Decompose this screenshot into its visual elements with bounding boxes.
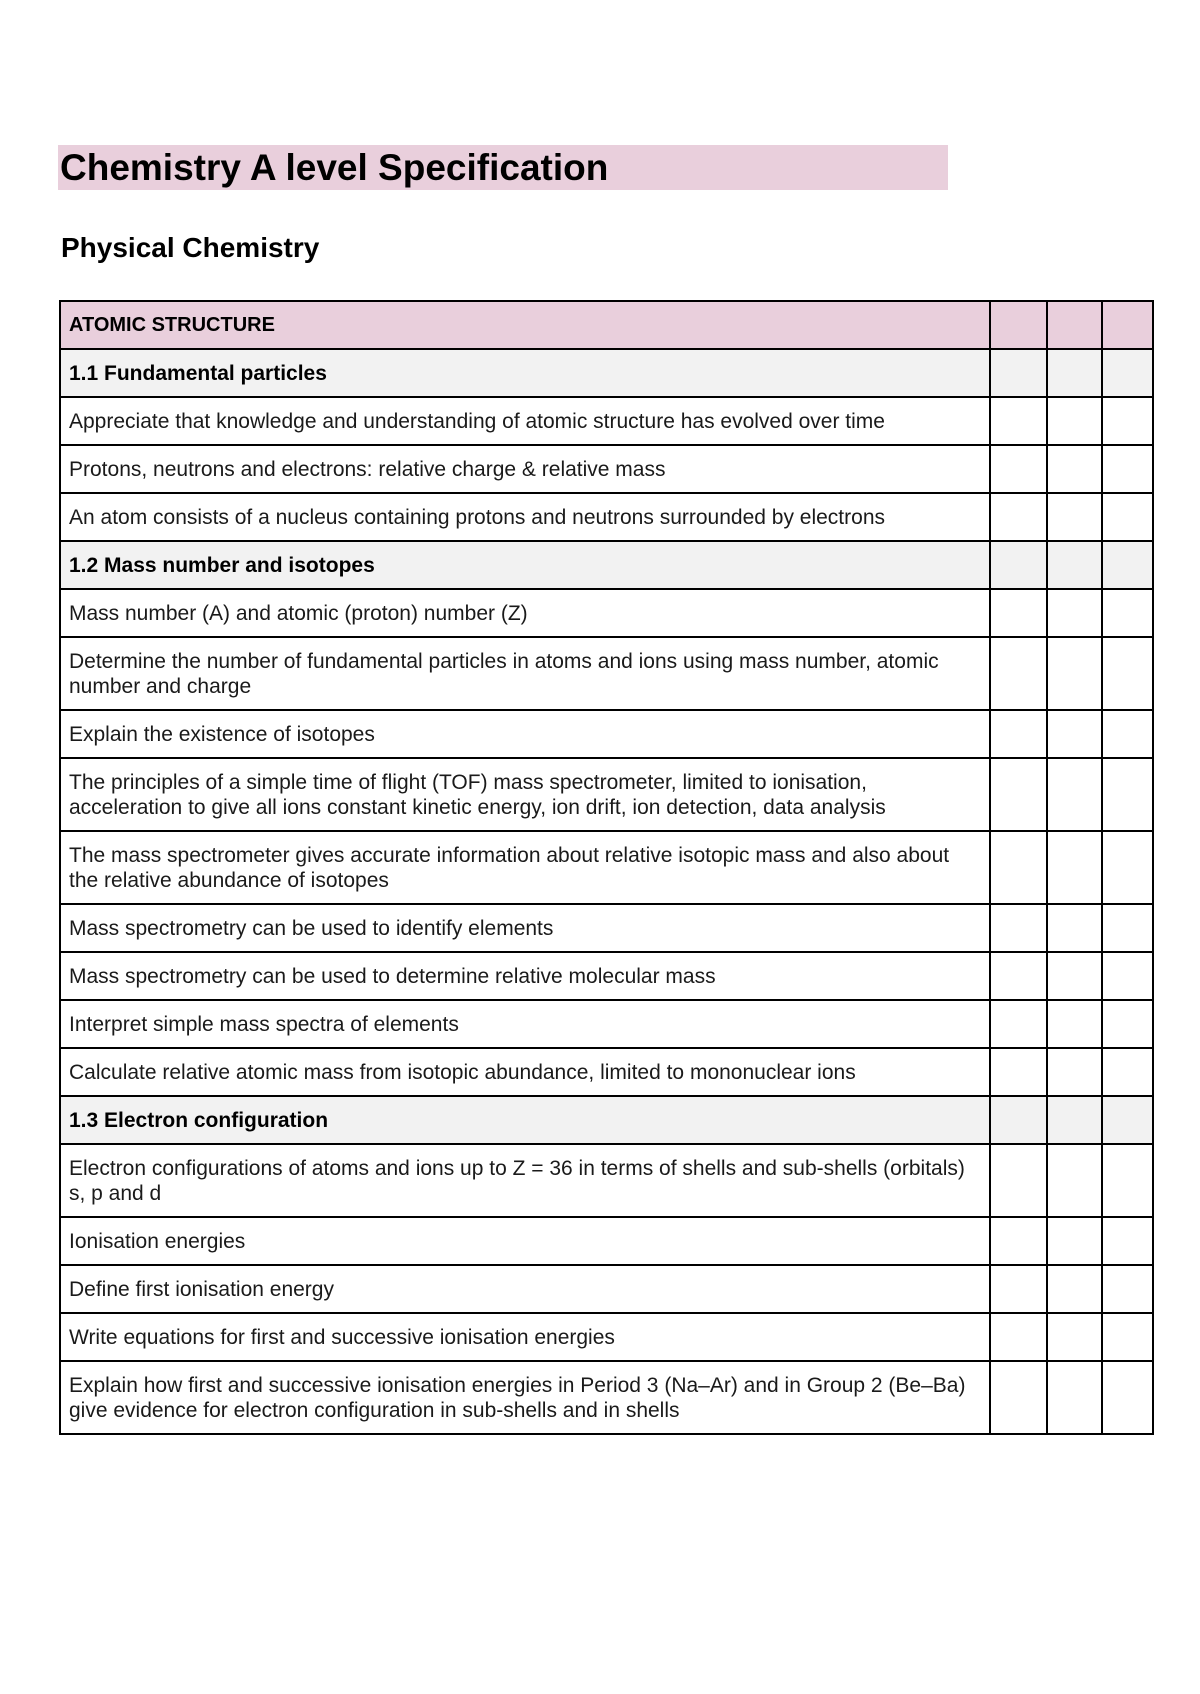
spec-item-row (60, 904, 1153, 952)
rating-checkbox-cell-2[interactable] (1047, 1313, 1102, 1361)
rating-checkbox-cell-1[interactable] (990, 710, 1047, 758)
rating-checkbox-cell-3 (1102, 1096, 1153, 1144)
rating-checkbox-cell-2 (1047, 1096, 1102, 1144)
spec-item-text: Electron configurations of atoms and ions up to Z = 36 in terms of shells and sub-shells (orbitals) s, p and d (60, 1144, 990, 1217)
rating-checkbox-cell-1[interactable] (990, 1265, 1047, 1313)
rating-checkbox-cell-3[interactable] (1102, 1217, 1153, 1265)
rating-checkbox-cell-2[interactable] (1047, 1000, 1102, 1048)
rating-checkbox-cell-2[interactable] (1047, 1144, 1102, 1217)
rating-checkbox-cell-1[interactable] (990, 493, 1047, 541)
rating-checkbox-cell-2 (1047, 301, 1102, 349)
specification-checklist-body (60, 301, 1153, 1434)
rating-checkbox-cell-2[interactable] (1047, 1361, 1102, 1434)
spec-item-row (60, 493, 1153, 541)
rating-checkbox-cell-2[interactable] (1047, 1265, 1102, 1313)
spec-item-text: The mass spectrometer gives accurate information about relative isotopic mass and also about the relative abundance of isotopes (60, 831, 990, 904)
rating-checkbox-cell-1[interactable] (990, 1361, 1047, 1434)
rating-checkbox-cell-1[interactable] (990, 637, 1047, 710)
topic-header-row (60, 301, 1153, 349)
rating-checkbox-cell-2[interactable] (1047, 637, 1102, 710)
rating-checkbox-cell-1[interactable] (990, 397, 1047, 445)
rating-checkbox-cell-2 (1047, 349, 1102, 397)
rating-checkbox-cell-2[interactable] (1047, 904, 1102, 952)
page-title: Chemistry A level Specification (58, 145, 948, 190)
subtopic-heading-label: 1.1 Fundamental particles (60, 349, 990, 397)
spec-item-row (60, 637, 1153, 710)
rating-checkbox-cell-1[interactable] (990, 758, 1047, 831)
rating-checkbox-cell-3[interactable] (1102, 1048, 1153, 1096)
rating-checkbox-cell-1 (990, 541, 1047, 589)
rating-checkbox-cell-2[interactable] (1047, 589, 1102, 637)
rating-checkbox-cell-1 (990, 1096, 1047, 1144)
rating-checkbox-cell-3[interactable] (1102, 1313, 1153, 1361)
subtopic-heading-row (60, 349, 1153, 397)
spec-item-text: Define first ionisation energy (60, 1265, 990, 1313)
rating-checkbox-cell-2 (1047, 541, 1102, 589)
topic-header-label: ATOMIC STRUCTURE (60, 301, 990, 349)
spec-item-row (60, 1048, 1153, 1096)
rating-checkbox-cell-1[interactable] (990, 952, 1047, 1000)
rating-checkbox-cell-1[interactable] (990, 1144, 1047, 1217)
rating-checkbox-cell-1[interactable] (990, 1217, 1047, 1265)
rating-checkbox-cell-2[interactable] (1047, 710, 1102, 758)
rating-checkbox-cell-1[interactable] (990, 1048, 1047, 1096)
rating-checkbox-cell-3[interactable] (1102, 1144, 1153, 1217)
subtopic-heading-row (60, 1096, 1153, 1144)
rating-checkbox-cell-3[interactable] (1102, 589, 1153, 637)
spec-item-text: Explain how first and successive ionisation energies in Period 3 (Na–Ar) and in Group 2 (Be–Ba) give evidence for electron configuration in sub-shells and in shells (60, 1361, 990, 1434)
rating-checkbox-cell-1[interactable] (990, 589, 1047, 637)
subtopic-heading-label: 1.3 Electron configuration (60, 1096, 990, 1144)
subtopic-heading-row (60, 541, 1153, 589)
spec-item-row (60, 445, 1153, 493)
spec-item-text: Explain the existence of isotopes (60, 710, 990, 758)
spec-item-row (60, 1144, 1153, 1217)
rating-checkbox-cell-2[interactable] (1047, 831, 1102, 904)
spec-item-text: Mass spectrometry can be used to determine relative molecular mass (60, 952, 990, 1000)
rating-checkbox-cell-3 (1102, 349, 1153, 397)
spec-item-text: Mass number (A) and atomic (proton) number (Z) (60, 589, 990, 637)
spec-item-row (60, 397, 1153, 445)
rating-checkbox-cell-1[interactable] (990, 904, 1047, 952)
rating-checkbox-cell-3[interactable] (1102, 1265, 1153, 1313)
spec-item-text: Mass spectrometry can be used to identify elements (60, 904, 990, 952)
spec-item-row (60, 758, 1153, 831)
spec-item-text: Determine the number of fundamental particles in atoms and ions using mass number, atomic number and charge (60, 637, 990, 710)
spec-item-text: Calculate relative atomic mass from isotopic abundance, limited to mononuclear ions (60, 1048, 990, 1096)
rating-checkbox-cell-3[interactable] (1102, 831, 1153, 904)
rating-checkbox-cell-3 (1102, 541, 1153, 589)
rating-checkbox-cell-3[interactable] (1102, 445, 1153, 493)
rating-checkbox-cell-2[interactable] (1047, 952, 1102, 1000)
rating-checkbox-cell-3[interactable] (1102, 904, 1153, 952)
rating-checkbox-cell-3[interactable] (1102, 1000, 1153, 1048)
spec-item-row (60, 1265, 1153, 1313)
spec-item-text: Appreciate that knowledge and understanding of atomic structure has evolved over time (60, 397, 990, 445)
spec-item-row (60, 1000, 1153, 1048)
rating-checkbox-cell-2[interactable] (1047, 1217, 1102, 1265)
rating-checkbox-cell-3[interactable] (1102, 1361, 1153, 1434)
spec-item-row (60, 1361, 1153, 1434)
rating-checkbox-cell-2[interactable] (1047, 1048, 1102, 1096)
spec-item-row (60, 831, 1153, 904)
spec-item-row (60, 589, 1153, 637)
rating-checkbox-cell-1 (990, 301, 1047, 349)
spec-item-row (60, 952, 1153, 1000)
spec-item-row (60, 1313, 1153, 1361)
rating-checkbox-cell-1[interactable] (990, 445, 1047, 493)
rating-checkbox-cell-1[interactable] (990, 1000, 1047, 1048)
spec-item-row (60, 710, 1153, 758)
rating-checkbox-cell-1[interactable] (990, 831, 1047, 904)
rating-checkbox-cell-3[interactable] (1102, 637, 1153, 710)
rating-checkbox-cell-3[interactable] (1102, 397, 1153, 445)
spec-item-text: Protons, neutrons and electrons: relative charge & relative mass (60, 445, 990, 493)
spec-item-text: An atom consists of a nucleus containing protons and neutrons surrounded by electrons (60, 493, 990, 541)
rating-checkbox-cell-2[interactable] (1047, 758, 1102, 831)
spec-item-text: Interpret simple mass spectra of elements (60, 1000, 990, 1048)
subtopic-heading-label: 1.2 Mass number and isotopes (60, 541, 990, 589)
spec-item-text: Write equations for first and successive ionisation energies (60, 1313, 990, 1361)
rating-checkbox-cell-2[interactable] (1047, 397, 1102, 445)
spec-item-text: Ionisation energies (60, 1217, 990, 1265)
rating-checkbox-cell-3[interactable] (1102, 493, 1153, 541)
spec-item-text: The principles of a simple time of flight (TOF) mass spectrometer, limited to ionisation, acceleration to give all ions constant kinetic energy, ion drift, ion detection, data analysis (60, 758, 990, 831)
rating-checkbox-cell-3[interactable] (1102, 758, 1153, 831)
rating-checkbox-cell-1 (990, 349, 1047, 397)
rating-checkbox-cell-2[interactable] (1047, 493, 1102, 541)
rating-checkbox-cell-2[interactable] (1047, 445, 1102, 493)
section-title: Physical Chemistry (61, 232, 320, 263)
rating-checkbox-cell-3[interactable] (1102, 952, 1153, 1000)
rating-checkbox-cell-3[interactable] (1102, 710, 1153, 758)
rating-checkbox-cell-3 (1102, 301, 1153, 349)
specification-checklist-table (59, 300, 1154, 1435)
rating-checkbox-cell-1[interactable] (990, 1313, 1047, 1361)
spec-item-row (60, 1217, 1153, 1265)
